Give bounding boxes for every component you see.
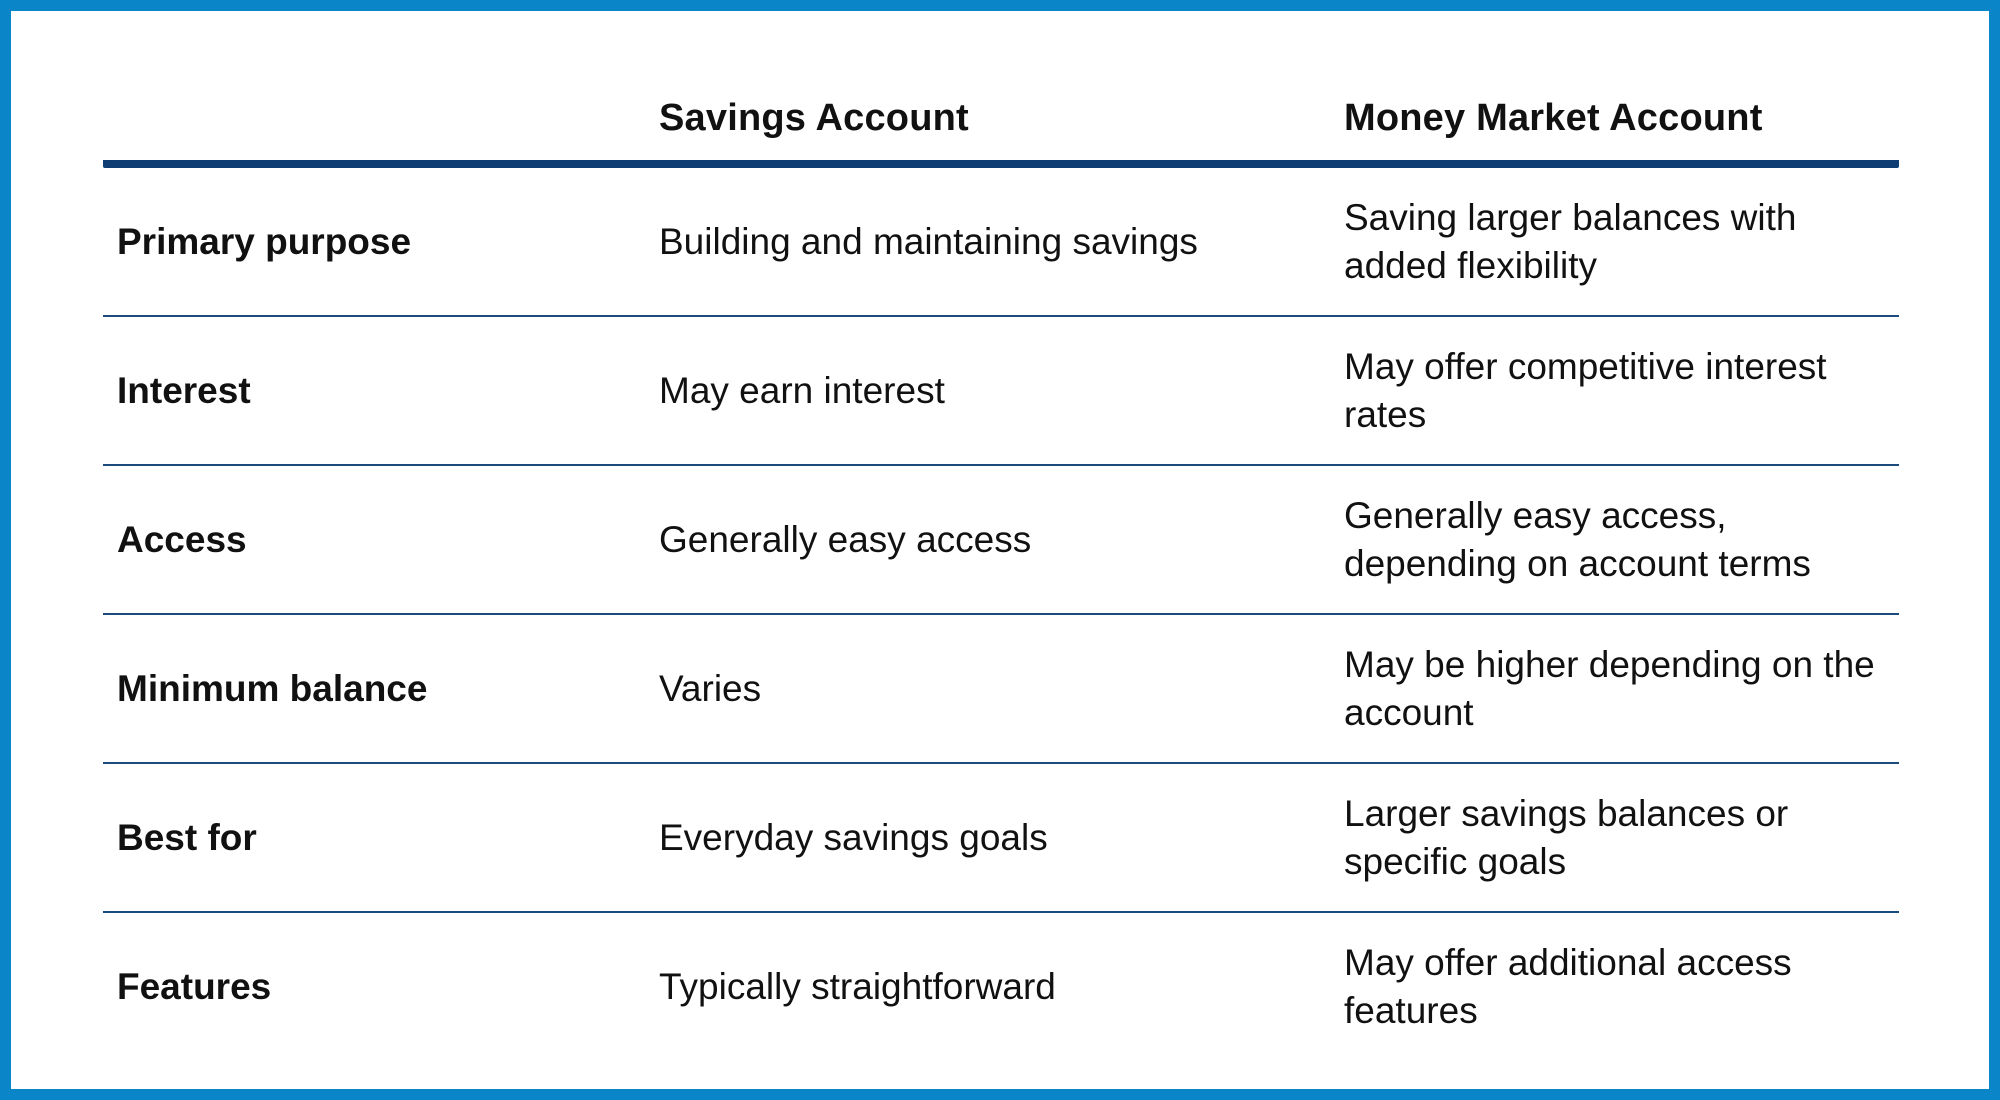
header-money-market-account: Money Market Account [1344, 97, 1763, 139]
savings-cell: Generally easy access [659, 518, 1032, 560]
row-label: Features [117, 965, 272, 1007]
table-row [103, 168, 1899, 317]
table-row [103, 317, 1899, 466]
table-row [103, 764, 1899, 913]
money-market-cell: May offer competitive interest rates [1344, 345, 1827, 435]
money-market-cell: May be higher depending on the account [1344, 643, 1875, 733]
table-row [103, 913, 1899, 1060]
row-label: Access [117, 518, 247, 560]
savings-cell: Varies [659, 667, 762, 709]
money-market-cell: Larger savings balances or specific goals [1344, 792, 1789, 882]
table-row [103, 615, 1899, 764]
row-label: Minimum balance [117, 667, 428, 709]
row-label: Interest [117, 369, 251, 411]
savings-cell: Everyday savings goals [659, 816, 1048, 858]
header-savings-account: Savings Account [659, 97, 969, 139]
row-label: Primary purpose [117, 220, 412, 262]
row-label: Best for [117, 816, 257, 858]
money-market-cell: May offer additional access features [1344, 941, 1792, 1031]
savings-cell: May earn interest [659, 369, 945, 411]
table-row [103, 466, 1899, 615]
savings-cell: Typically straightforward [659, 965, 1056, 1007]
money-market-cell: Saving larger balances with added flexibility [1344, 196, 1797, 286]
table-header-row [103, 71, 1899, 168]
savings-cell: Building and maintaining savings [659, 220, 1198, 262]
comparison-table [103, 71, 1899, 1060]
money-market-cell: Generally easy access, depending on account terms [1344, 494, 1811, 584]
